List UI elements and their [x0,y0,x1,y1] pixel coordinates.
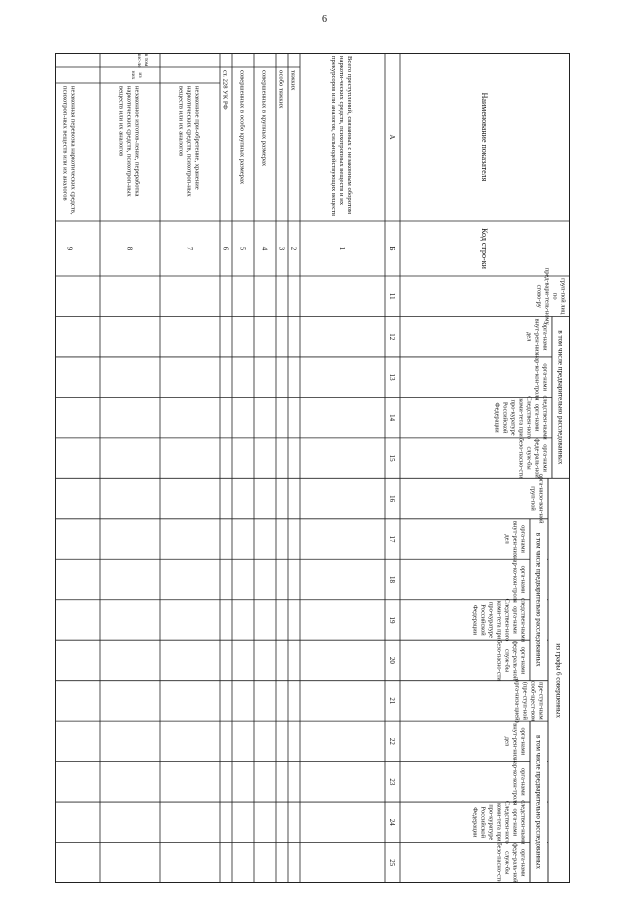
col-number: 18 [387,576,396,583]
row-label: незаконная перевозка наркотических средств,психотроп-ных веществ или их аналогов [61,86,77,215]
header-leaf-13: орга-наминар-ко-кон-троля [533,353,549,401]
col-number: 12 [387,333,396,341]
table-border [56,54,570,883]
col-number: 14 [387,414,396,422]
row-code: 2 [289,246,298,251]
col-number: 24 [387,818,396,826]
page-number: 6 [322,14,327,25]
row-code: 5 [238,246,247,251]
row-code: 8 [125,246,134,251]
row-code: 7 [185,246,194,251]
row-label: тяжких [289,70,297,91]
col-number: 17 [387,535,396,543]
col-number: 20 [387,656,396,664]
group-label-of-them: изних [129,70,144,80]
row-label: особо тяжких [277,70,285,109]
row-label: совершенных в особо крупных размерах [238,70,246,185]
header-leaf-20: орга-намифеде-раль-нойслуж-быбезо-пасно-сти [495,640,527,681]
row-code: 3 [277,246,286,251]
header-in-number-prelim: в том числе предварительно расследованных [556,330,565,465]
header-leaf-14: следствен-нымиорга-намиСледствен-ногокоми-тета припро-куратуреРоссийскойФедерации [493,395,549,440]
col-number: 11 [387,292,396,300]
row-code: 1 [337,246,346,251]
col-number: 16 [387,495,396,503]
header-leaf-18: орга-наминар-ко-кон-троля [511,556,527,603]
header-leaf-19: следствен-нымиорга-намиСледствен-ногокоми-тета припро-куратуреРоссийскойФедерации [471,597,527,643]
col-number: 21 [387,697,396,705]
header-in-number-prelim-3: в том числе предварительно расследованных [534,735,543,870]
rotated-table-page [55,53,570,883]
row-code: 6 [221,246,230,251]
row-label: незаконное при-обретение, хранениенаркотических средств, психотроп-ныхвеществ или их аналогов [177,86,201,197]
row-label: Всего преступлений, связанных с незаконным оборотомнаркоти-ческих средств, психотропных веществ и ихпрекурсоров или аналогов, сильнодействующих веществ [329,56,354,217]
header-leaf-17: орга-намивнут-рен-нихдел [503,520,527,558]
col-number: 13 [387,373,396,381]
row-code: 4 [260,246,269,251]
col-number: 15 [387,454,396,462]
col-number: 22 [387,737,396,745]
col-number: 25 [387,859,396,867]
header-from-col6: из графы 6 совершенных [554,643,563,718]
col-number-b: Б [387,246,396,251]
header-in-number-prelim-2: в том числе предварительно расследованных [534,532,543,667]
group-label-in-total: в томчис-ле [135,53,150,68]
statistics-table [55,53,570,883]
col-number-a: А [387,134,396,140]
header-leaf-21: пре-ступ-нымсооб-щест-вом(пре-ступ-нойорга-низа-цией) [513,679,545,723]
col-number: 19 [387,616,396,624]
header-leaf-22: орга-намивнут-рен-нихдел [503,723,527,760]
header-leaf-12: орга-намивнут-рен-нихдел [525,318,549,355]
header-leaf-23: орга-наминар-ко-кон-троля [511,758,527,806]
col-number: 23 [387,778,396,786]
row-label: ст. 228 УК РФ [221,70,229,110]
header-code-col: Код стро-ки [479,228,489,269]
header-leaf-24: следствен-нымиорга-намиСледствен-ногокоми-тета припро-куратуреРоссийскойФедерации [471,800,527,845]
header-leaf-15: орга-намифеде-раль-нойслуж-быбезо-пасно-сти [517,437,549,479]
row-code: 9 [65,246,74,251]
row-label: незаконное изготов-ление, переработканаркотических средств, психотроп-ныхвеществ или их аналогов [117,86,141,197]
row-label: совершенных в крупных размерах [260,70,268,167]
header-name-col: Наименование показателя [479,92,489,182]
header-leaf-16: орга-низо-ван-нойгруп-пой [529,473,545,524]
header-leaf-11: груп-пой лицпопред-вари-тель-номусгово-ру [535,267,567,325]
header-leaf-25: орга-намифеде-раль-нойслуж-быбезо-пасно-сти [495,842,527,883]
